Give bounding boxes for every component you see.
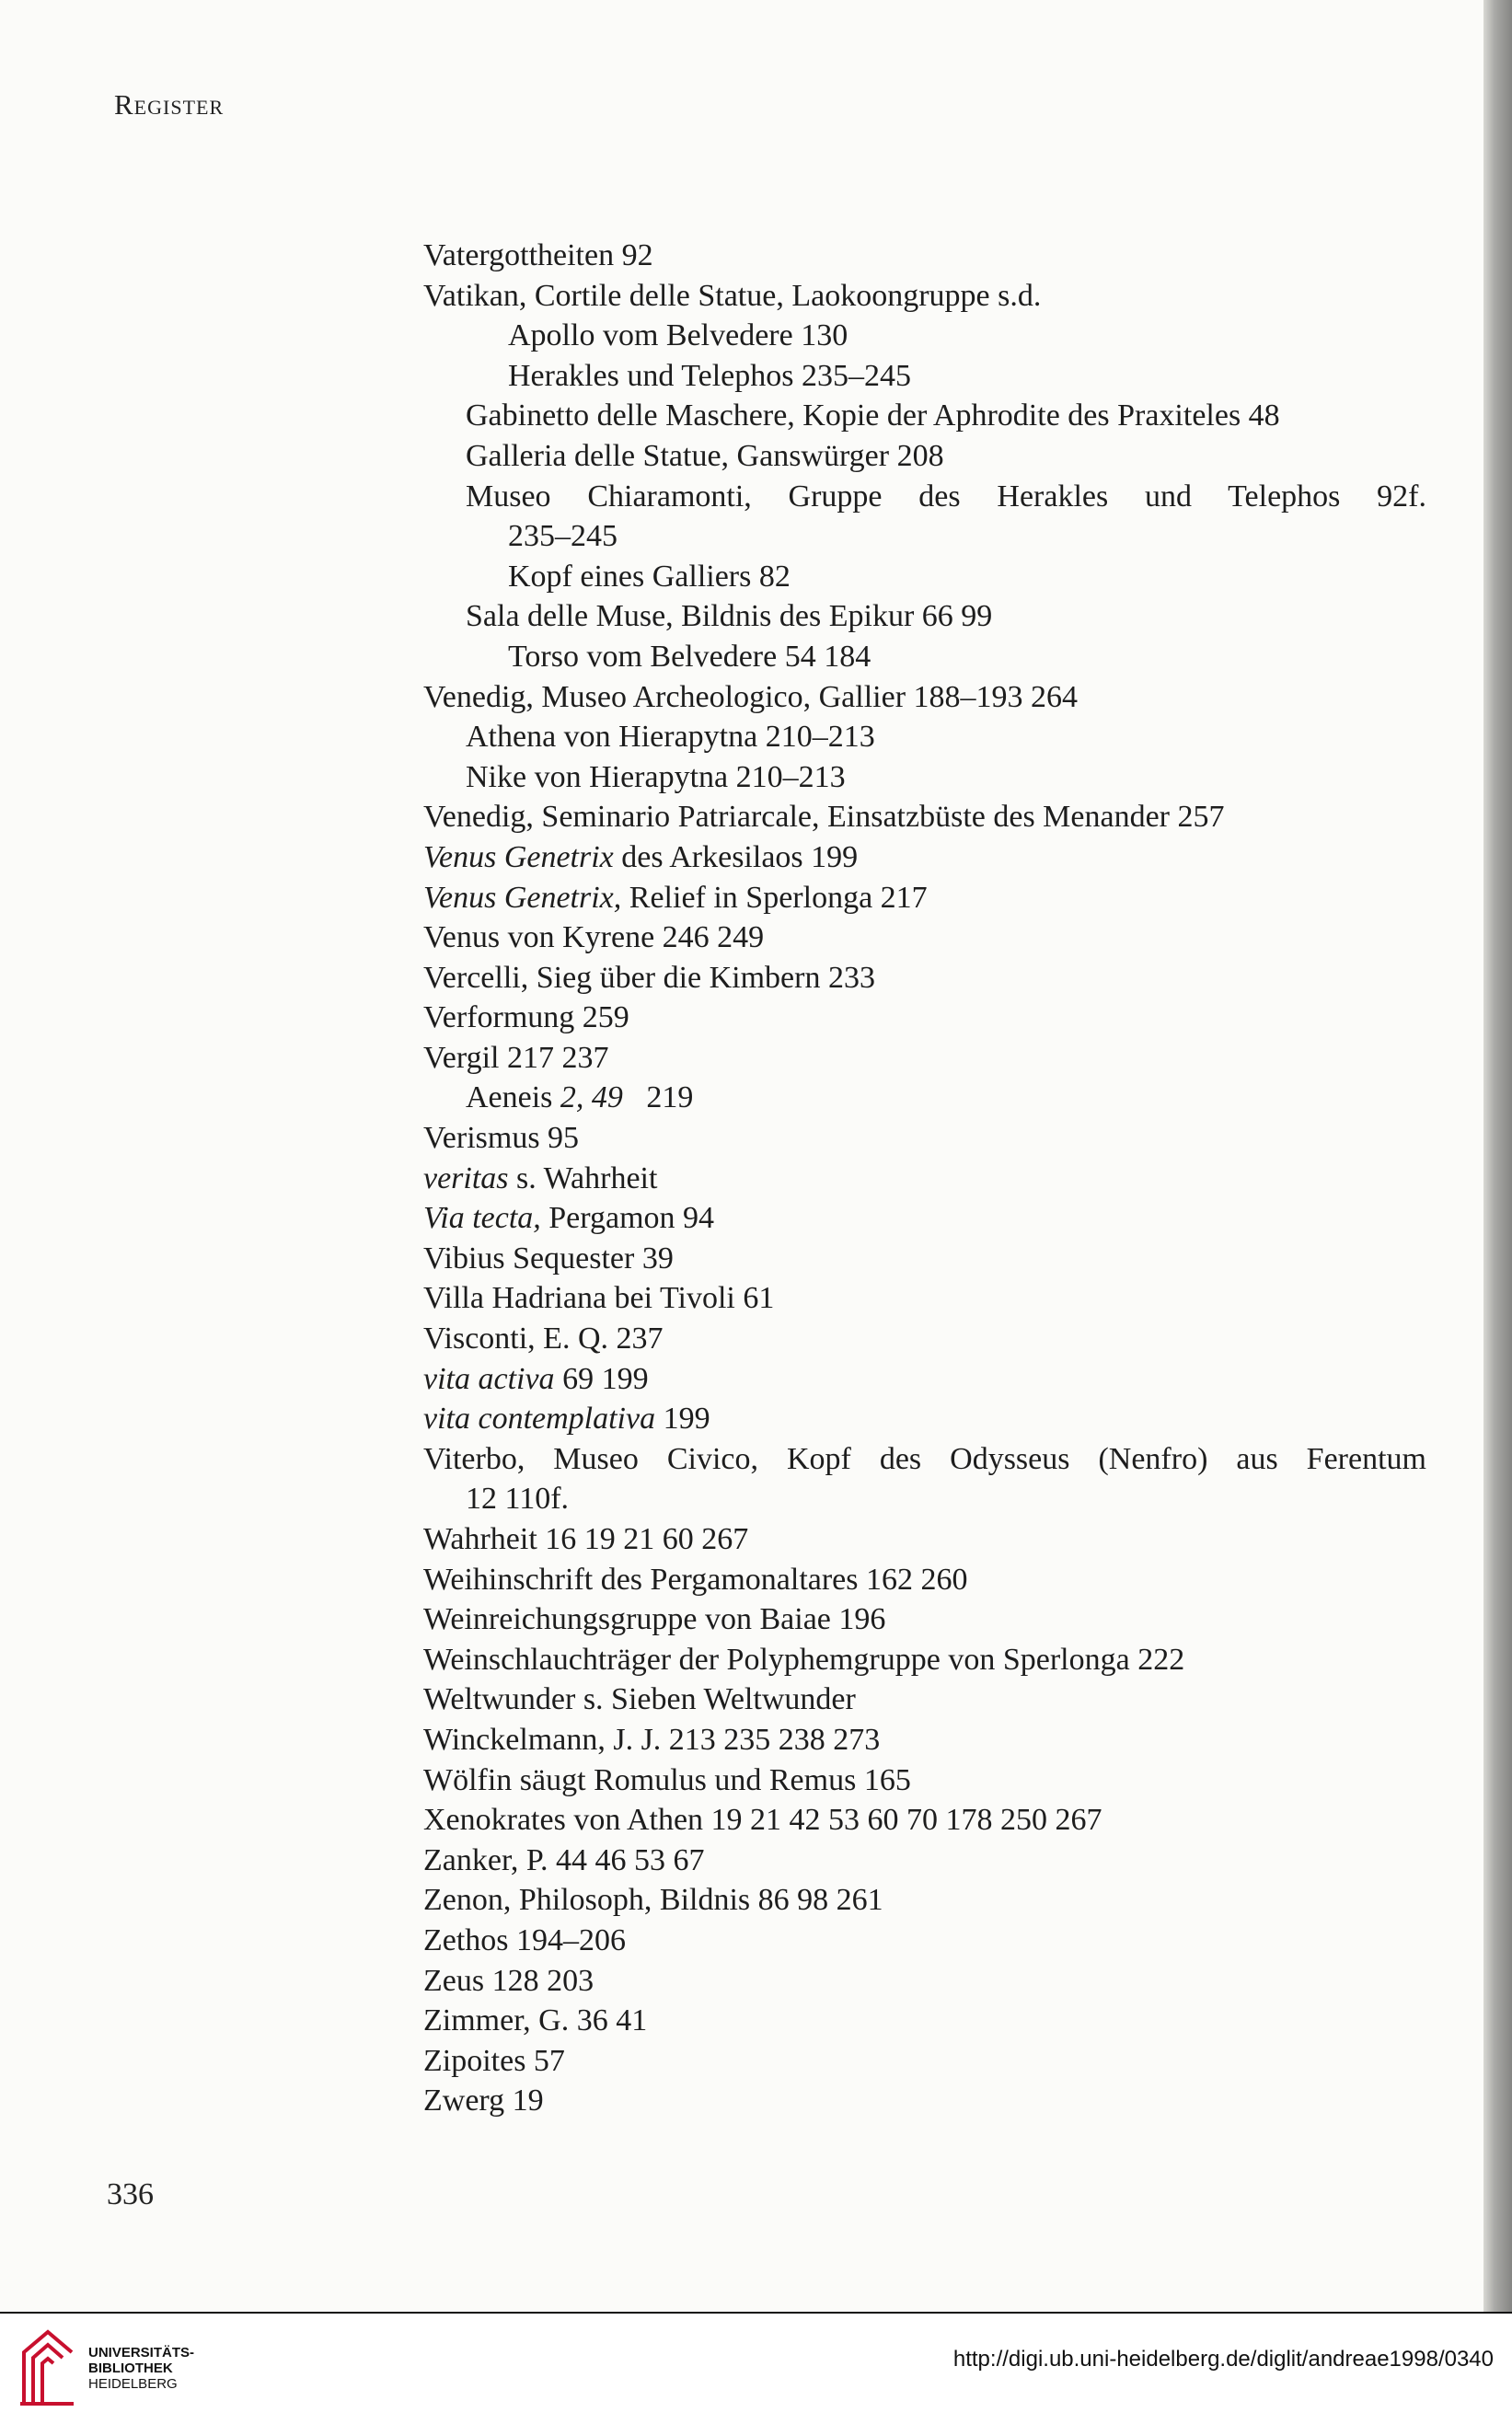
index-entry: Venus von Kyrene 246 249 — [423, 920, 765, 955]
index-entries — [423, 236, 1426, 2121]
index-subentry-continuation: 235–245 — [508, 519, 617, 554]
index-entry: Wölfin säugt Romulus und Remus 165 — [423, 1762, 911, 1797]
index-entry: Xenokrates von Athen 19 21 42 53 60 70 178 250 267 — [423, 1803, 1102, 1838]
library-name-line: HEIDELBERG — [88, 2376, 178, 2392]
index-subentry: Gabinetto delle Maschere, Kopie der Aphrodite des Praxiteles 48 — [466, 398, 1280, 433]
index-entry: Winckelmann, J. J. 213 235 238 273 — [423, 1722, 881, 1757]
index-entry: vita contemplativa 199 — [423, 1402, 710, 1437]
index-entry: Wahrheit 16 19 21 60 267 — [423, 1522, 749, 1556]
index-entry: Vatergottheiten 92 — [423, 238, 653, 272]
library-logo-icon — [17, 2325, 81, 2409]
index-entry: Vergil 217 237 — [423, 1040, 609, 1075]
source-url-link[interactable]: http://digi.ub.uni-heidelberg.de/diglit/andreae1998/0340 — [952, 2347, 1494, 2372]
index-entry: Venus Genetrix, Relief in Sperlonga 217 — [423, 880, 928, 915]
index-entry: Vatikan, Cortile delle Statue, Laokoongruppe s.d. — [423, 278, 1042, 313]
index-entry: Verformung 259 — [423, 1000, 629, 1035]
index-entry: Vibius Sequester 39 — [423, 1241, 674, 1275]
index-entry: Venedig, Museo Archeologico, Gallier 188–193 264 — [423, 679, 1079, 714]
index-entry: Vercelli, Sieg über die Kimbern 233 — [423, 960, 875, 995]
index-entry: Zethos 194–206 — [423, 1922, 627, 1957]
index-subentry: Sala delle Muse, Bildnis des Epikur 66 99 — [466, 599, 993, 634]
index-entry: Venus Genetrix des Arkesilaos 199 — [423, 839, 859, 874]
index-subentry: Aeneis 2, 49 219 — [466, 1080, 694, 1115]
index-entry: Zimmer, G. 36 41 — [423, 2003, 648, 2038]
index-subentry: Athena von Hierapytna 210–213 — [466, 720, 875, 755]
index-entry: Venedig, Seminario Patriarcale, Einsatzbüste des Menander 257 — [423, 800, 1225, 835]
index-subentry: Nike von Hierapytna 210–213 — [466, 759, 846, 794]
index-entry: Zwerg 19 — [423, 2083, 544, 2118]
library-name-line: UNIVERSITÄTS- — [88, 2345, 195, 2361]
library-name-line: BIBLIOTHEK — [88, 2361, 173, 2376]
index-subentry: Herakles und Telephos 235–245 — [508, 358, 911, 393]
index-entry: Weinreichungsgruppe von Baiae 196 — [423, 1602, 886, 1637]
index-entry: Weltwunder s. Sieben Weltwunder — [423, 1682, 856, 1717]
index-subentry: Galleria delle Statue, Ganswürger 208 — [466, 438, 944, 473]
index-entry: Weihinschrift des Pergamonaltares 162 260 — [423, 1562, 968, 1597]
index-entry: vita activa 69 199 — [423, 1361, 649, 1396]
page-number: 336 — [107, 2177, 154, 2211]
index-entry: Verismus 95 — [423, 1121, 580, 1156]
library-name — [88, 2345, 194, 2392]
index-entry: Zanker, P. 44 46 53 67 — [423, 1842, 705, 1877]
index-subentry: Torso vom Belvedere 54 184 — [508, 639, 871, 674]
index-entry: Zeus 128 203 — [423, 1963, 594, 1998]
index-entry: Weinschlauchträger der Polyphemgruppe von Sperlonga 222 — [423, 1642, 1185, 1677]
page-edge-shadow — [1483, 0, 1512, 2312]
index-entry: Visconti, E. Q. 237 — [423, 1322, 664, 1356]
index-entry: Villa Hadriana bei Tivoli 61 — [423, 1281, 775, 1316]
index-entry: veritas s. Wahrheit — [423, 1160, 658, 1195]
index-entry-continuation: 12 110f. — [466, 1482, 570, 1517]
index-entry: Zipoites 57 — [423, 2043, 565, 2078]
index-entry: Via tecta, Pergamon 94 — [423, 1201, 715, 1236]
running-head: Register — [114, 88, 225, 121]
index-subentry: Kopf eines Galliers 82 — [508, 559, 791, 594]
index-entry: Zenon, Philosoph, Bildnis 86 98 261 — [423, 1883, 883, 1918]
index-subentry: Museo Chiaramonti, Gruppe des Herakles und Telephos 92f. — [466, 479, 1426, 514]
index-entry: Viterbo, Museo Civico, Kopf des Odysseus (Nenfro) aus Ferentum — [423, 1441, 1426, 1476]
index-subentry: Apollo vom Belvedere 130 — [508, 318, 848, 353]
digitization-footer — [0, 2312, 1512, 2424]
